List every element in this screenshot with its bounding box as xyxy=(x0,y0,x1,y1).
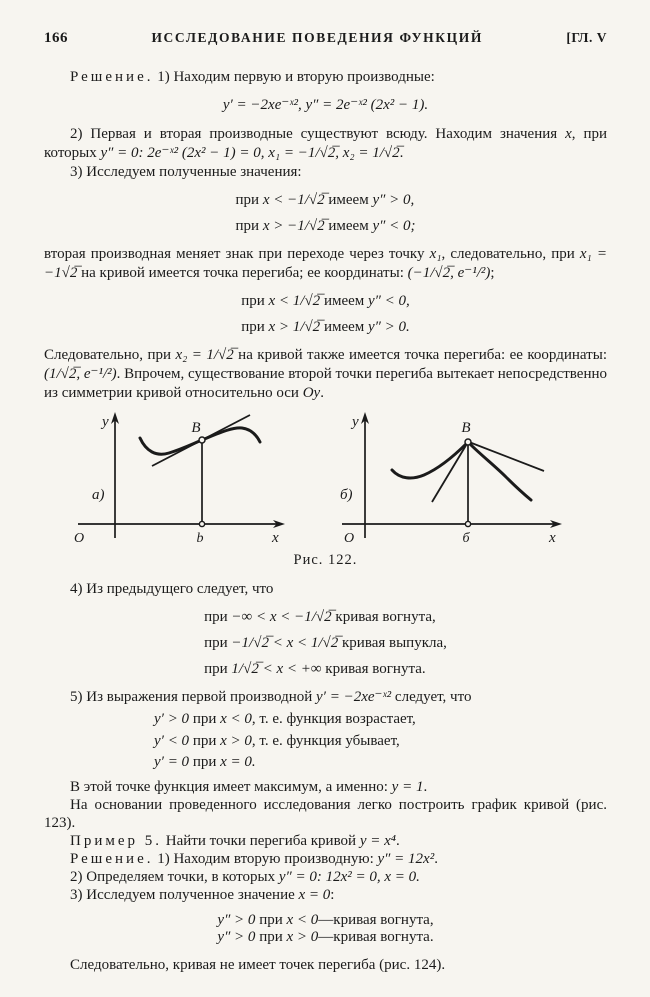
interval-line xyxy=(204,656,447,682)
text-segment: кривая вогнута. xyxy=(321,661,426,677)
text-segment: 4) Из предыдущего следует, что xyxy=(70,581,274,597)
display-concavity-intervals xyxy=(44,604,607,682)
math-segment: −1/√2̅ < x < 1/√2̅ xyxy=(231,635,339,651)
text-segment: . xyxy=(434,850,438,867)
graph-note-paragraph xyxy=(44,796,607,832)
y-axis-label: y xyxy=(352,414,359,430)
math-segment: x > −1/√2̅ xyxy=(262,218,325,234)
math-segment: 1/√2̅ < x < +∞ xyxy=(231,661,322,677)
text-segment: 2) Определяем точки, в которых xyxy=(70,868,279,885)
text-segment: 1) Находим вторую производную: xyxy=(153,850,378,867)
condition-line xyxy=(241,288,410,314)
math-segment: y″ < 0; xyxy=(372,218,416,234)
display-lines xyxy=(236,187,416,239)
formula-derivatives xyxy=(44,93,607,118)
foot-label: b xyxy=(196,531,204,546)
display-conditions-x1 xyxy=(44,187,607,239)
text-segment: кривая выпукла, xyxy=(338,635,447,651)
foot-label: б xyxy=(462,531,470,546)
math-segment: y″ = 0: 2e⁻ˣ² (2x² − 1) = 0, x₁ = −1/√2̅, x₂ = 1/√2̅ xyxy=(100,145,400,161)
math-segment: x₁ xyxy=(429,246,442,262)
solution-1-paragraph xyxy=(44,68,607,87)
example-5-paragraph xyxy=(44,832,607,850)
text-segment: . Впрочем, существование второй точки перегиба вытекает непосредственно из симметрии кривой относительно оси xyxy=(44,366,608,401)
text-segment: при xyxy=(189,711,221,727)
math-segment: −∞ < x < −1/√2̅ xyxy=(231,609,332,625)
text-segment: 5) Из выражения первой производной xyxy=(70,689,317,705)
math-segment: x > 1/√2̅ xyxy=(268,319,321,335)
text-segment: : xyxy=(330,886,335,903)
math-segment: y″ > 0, xyxy=(372,192,415,208)
display-concavity-x4 xyxy=(44,912,607,947)
text-segment: при xyxy=(189,754,221,770)
inflection-x1-paragraph xyxy=(44,245,607,283)
bottom-section xyxy=(44,778,607,974)
text-segment: 1) Находим первую и вторую производные: xyxy=(153,69,435,85)
curve-left-branch xyxy=(392,443,467,478)
math-segment: y″ < 0, xyxy=(368,293,410,309)
text-segment: имеем xyxy=(324,218,373,234)
text-segment: Следовательно, кривая не имеет точек перегиба (рис. 124). xyxy=(70,956,446,973)
math-segment: y″ = 12x² xyxy=(377,850,435,867)
math-segment: y′ < 0 xyxy=(154,732,190,749)
math-segment: (1/√2̅, e⁻¹/²) xyxy=(44,366,117,382)
right-tangent-line xyxy=(469,442,544,471)
text-segment: имеем xyxy=(320,293,369,309)
text-segment: , при которых xyxy=(44,126,608,161)
figure-122a-plot xyxy=(72,409,314,549)
math-segment: y″ > 0. xyxy=(368,319,410,335)
text-segment: На основании проведенного исследования легко построить график кривой (рис. 123). xyxy=(44,796,607,831)
math-segment: y′ > 0 xyxy=(154,711,190,727)
curve-right-branch xyxy=(470,444,531,500)
math-segment: Oy xyxy=(302,385,321,401)
math-segment: y′ = −2xe⁻ˣ² xyxy=(316,689,392,705)
text-segment: при xyxy=(255,911,287,928)
text-segment: при xyxy=(204,635,232,651)
display-monotonicity xyxy=(44,709,607,774)
math-segment: y″ = 2e⁻ˣ² (2x² − 1). xyxy=(305,97,429,113)
text-segment: ; xyxy=(490,265,495,281)
text-segment: —кривая вогнута, xyxy=(318,911,434,928)
example-5-text xyxy=(162,833,400,849)
concavity-line xyxy=(217,912,433,930)
point-B-label: B xyxy=(191,420,201,436)
figure-122 xyxy=(44,409,607,569)
text-segment: при xyxy=(241,319,269,335)
condition-line xyxy=(236,213,416,239)
figure-caption: Рис. 122. xyxy=(293,552,358,568)
condition-line xyxy=(236,187,416,213)
step-2b-paragraph xyxy=(44,868,607,886)
origin-label: O xyxy=(74,531,85,546)
running-title: ИССЛЕДОВАНИЕ ПОВЕДЕНИЯ ФУНКЦИЙ xyxy=(151,30,483,45)
text-segment: В этой точке функция имеет максимум, а именно: xyxy=(70,778,392,795)
subfigure-tag: б) xyxy=(340,487,353,503)
text-segment: вторая производная меняет знак при переходе через точку xyxy=(44,246,430,262)
math-segment: x < −1/√2̅ xyxy=(262,192,325,208)
display-lines xyxy=(241,288,410,340)
text-segment: —кривая вогнута. xyxy=(318,929,434,945)
text-segment: имеем xyxy=(320,319,369,335)
text-segment: Следовательно, при xyxy=(44,347,176,363)
math-segment: y = 1 xyxy=(391,778,424,795)
math-segment: x₁ = −1√2̅ xyxy=(44,246,607,281)
math-segment: x < 0 xyxy=(220,711,252,727)
solution-2-paragraph xyxy=(44,850,607,868)
step-3-paragraph xyxy=(44,163,607,182)
text-segment: . xyxy=(320,385,324,401)
concavity-line xyxy=(217,929,433,947)
page-number: 166 xyxy=(44,30,68,46)
text-segment: , т. е. функция убывает, xyxy=(251,732,400,749)
math-segment: x < 1/√2̅ xyxy=(268,293,321,309)
solution-label: Решение. xyxy=(70,850,154,867)
text-segment: при xyxy=(204,609,232,625)
text-segment: Найти точки перегиба кривой xyxy=(162,832,360,849)
text-segment: . xyxy=(399,145,404,161)
figure-gap xyxy=(314,409,340,549)
display-lines xyxy=(217,912,433,947)
math-segment: y″ > 0 xyxy=(217,911,256,928)
x-axis-label: x xyxy=(272,530,279,546)
interval-line xyxy=(204,630,447,656)
subfigure-tag: а) xyxy=(92,487,105,503)
monotonicity-line xyxy=(154,709,607,731)
text-segment: . xyxy=(395,832,400,849)
left-tangent-line xyxy=(432,442,468,502)
point-B xyxy=(199,437,205,443)
example-label: Пример 5. xyxy=(70,832,163,849)
text-segment: при xyxy=(235,192,263,208)
math-segment: y″ > 0 xyxy=(217,929,256,945)
display-lines xyxy=(204,604,447,682)
text-segment: следует, что xyxy=(391,689,472,705)
math-segment: x > 0 xyxy=(220,732,252,749)
monotonicity-line xyxy=(154,731,607,753)
y-axis-label: y xyxy=(102,414,109,430)
math-segment: x = 0. xyxy=(220,754,256,770)
text-segment: 2) Первая и вторая производные существуют всюду. Находим значения xyxy=(70,126,566,142)
math-segment: (−1/√2̅, e⁻¹/²) xyxy=(407,265,491,281)
math-segment: y″ = 0: 12x² = 0, xyxy=(278,868,381,885)
point-B-label: B xyxy=(461,420,471,436)
point-B xyxy=(465,439,471,445)
math-segment: x = 0 xyxy=(298,886,331,903)
foot-point xyxy=(199,521,204,526)
math-segment: y = x⁴ xyxy=(359,832,396,849)
monotonicity-line xyxy=(154,752,607,774)
text-segment: . xyxy=(423,778,428,795)
math-segment: x xyxy=(565,126,572,142)
solution-label: Решение. xyxy=(70,69,154,85)
solution-2-text xyxy=(153,851,437,867)
math-segment: y′ = 0 xyxy=(154,754,190,770)
origin-label: O xyxy=(344,531,355,546)
math-segment: y′ = −2xe⁻ˣ², xyxy=(222,97,302,113)
text-segment: при xyxy=(189,732,221,749)
text-segment: при xyxy=(255,929,287,945)
text-segment: , следовательно, при xyxy=(441,246,580,262)
math-segment: x₂ = 1/√2̅ xyxy=(175,347,234,363)
math-segment: x > 0 xyxy=(286,929,319,945)
text-segment: 3) Исследуем полученные значения: xyxy=(70,164,302,180)
display-conditions-x2 xyxy=(44,288,607,340)
math-segment: x < 0 xyxy=(286,911,319,928)
page-header xyxy=(44,30,607,47)
maximum-paragraph xyxy=(44,778,607,796)
solution-1-text xyxy=(153,69,434,85)
foot-point xyxy=(465,521,470,526)
text-segment: при xyxy=(204,661,232,677)
conclusion-paragraph xyxy=(44,956,607,974)
figure-122b-plot xyxy=(340,409,575,549)
figure-122-plots xyxy=(72,409,607,549)
text-segment: на кривой имеется точка перегиба; ее координаты: xyxy=(77,265,408,281)
text-segment: кривая вогнута, xyxy=(331,609,436,625)
text-segment: при xyxy=(235,218,263,234)
chapter-reference: [ГЛ. V xyxy=(566,30,607,45)
x-axis-label: x xyxy=(549,530,556,546)
math-segment: x = 0. xyxy=(384,868,420,885)
step-2-paragraph xyxy=(44,125,607,163)
text-segment: на кривой также имеется точка перегиба: ее координаты: xyxy=(233,347,607,363)
inflection-x2-paragraph xyxy=(44,346,607,403)
step-5-paragraph xyxy=(44,688,607,707)
text-segment: 3) Исследуем полученное значение xyxy=(70,886,299,903)
step-4-paragraph xyxy=(44,580,607,599)
step-3b-paragraph xyxy=(44,886,607,904)
condition-line xyxy=(241,314,410,340)
text-segment: при xyxy=(241,293,269,309)
interval-line xyxy=(204,604,447,630)
text-segment: имеем xyxy=(324,192,373,208)
text-segment: , т. е. функция возрастает, xyxy=(251,711,416,727)
